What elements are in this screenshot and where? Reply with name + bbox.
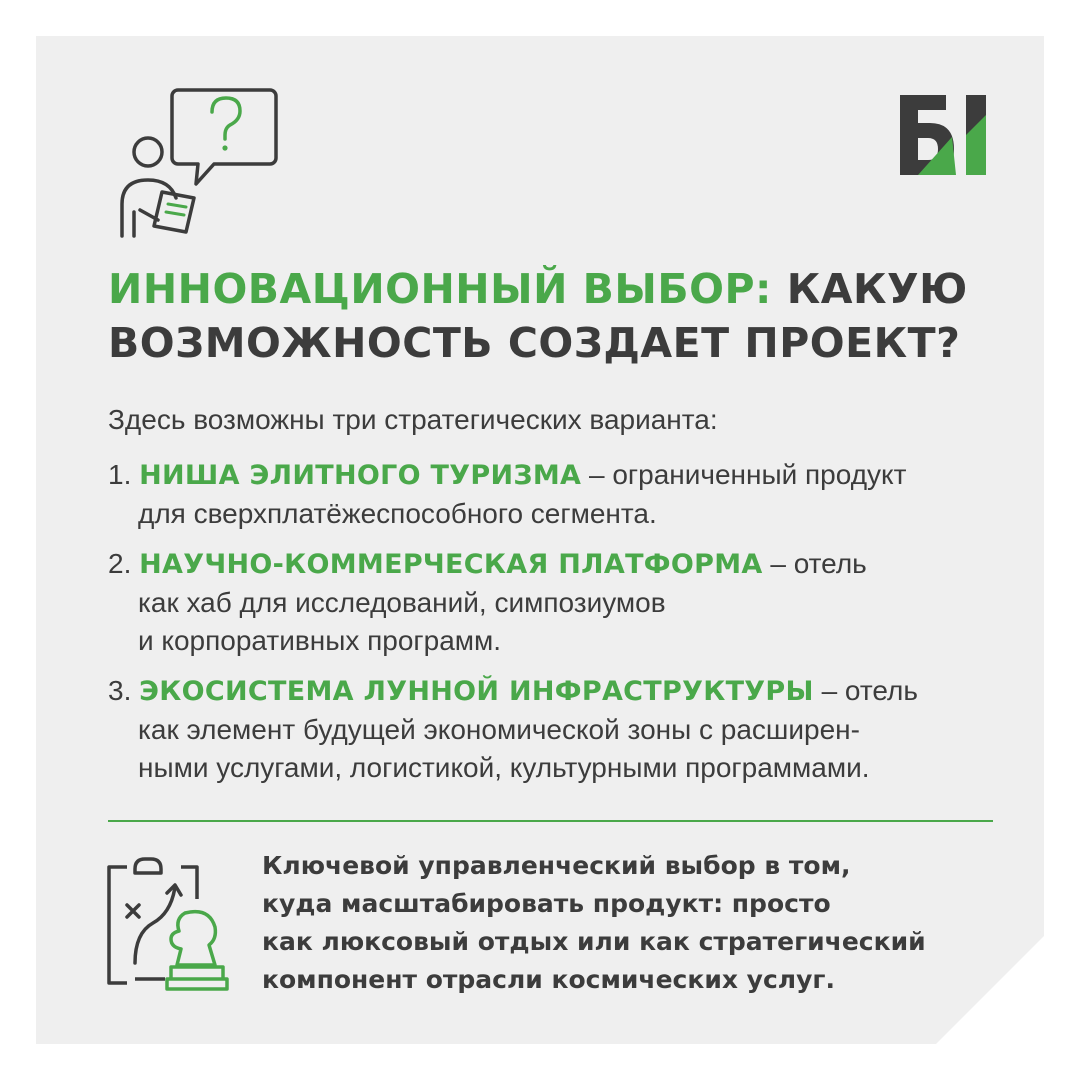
note-line: Ключевой управленческий выбор в том, <box>262 851 851 880</box>
key-choice-note <box>262 847 982 999</box>
item-continuation: как хаб для исследований, симпозиумов <box>138 587 666 618</box>
page-title <box>108 262 1008 370</box>
divider <box>108 820 993 822</box>
item-text: – отель <box>770 548 867 579</box>
list-item <box>108 672 1008 787</box>
item-continuation: и корпоративных программ. <box>138 625 502 656</box>
intro-text: Здесь возможны три стратегических варианта: <box>108 404 718 435</box>
item-continuation: ными услугами, логистикой, культурными программами. <box>138 752 870 783</box>
list-item <box>108 456 1008 533</box>
item-continuation: как элемент будущей экономической зоны с расширен- <box>138 714 860 745</box>
title-highlight: ИННОВАЦИОННЫЙ ВЫБОР: <box>108 265 772 313</box>
list-item <box>108 545 1008 660</box>
item-continuation: для сверхплатёжеспособного сегмента. <box>138 498 657 529</box>
item-text: – ограниченный продукт <box>589 459 907 490</box>
title-line2: ВОЗМОЖНОСТЬ СОЗДАЕТ ПРОЕКТ? <box>108 319 961 367</box>
item-number: 2. <box>108 548 132 579</box>
title-rest: КАКУЮ <box>786 265 968 313</box>
item-number: 1. <box>108 459 132 490</box>
options-list <box>108 456 1008 799</box>
note-line: куда масштабировать продукт: просто <box>262 889 831 918</box>
item-highlight: НАУЧНО-КОММЕРЧЕСКАЯ ПЛАТФОРМА <box>139 549 763 580</box>
item-highlight: НИША ЭЛИТНОГО ТУРИЗМА <box>139 460 582 491</box>
item-text: – отель <box>821 675 918 706</box>
item-number: 3. <box>108 675 132 706</box>
bi-logo <box>900 95 988 175</box>
strategy-chess-icon <box>105 855 230 995</box>
note-line: компонент отрасли космических услуг. <box>262 965 835 994</box>
item-highlight: ЭКОСИСТЕМА ЛУННОЙ ИНФРАСТРУКТУРЫ <box>139 676 814 707</box>
note-line: как люксовый отдых или как стратегический <box>262 927 926 956</box>
person-question-icon <box>110 86 280 246</box>
